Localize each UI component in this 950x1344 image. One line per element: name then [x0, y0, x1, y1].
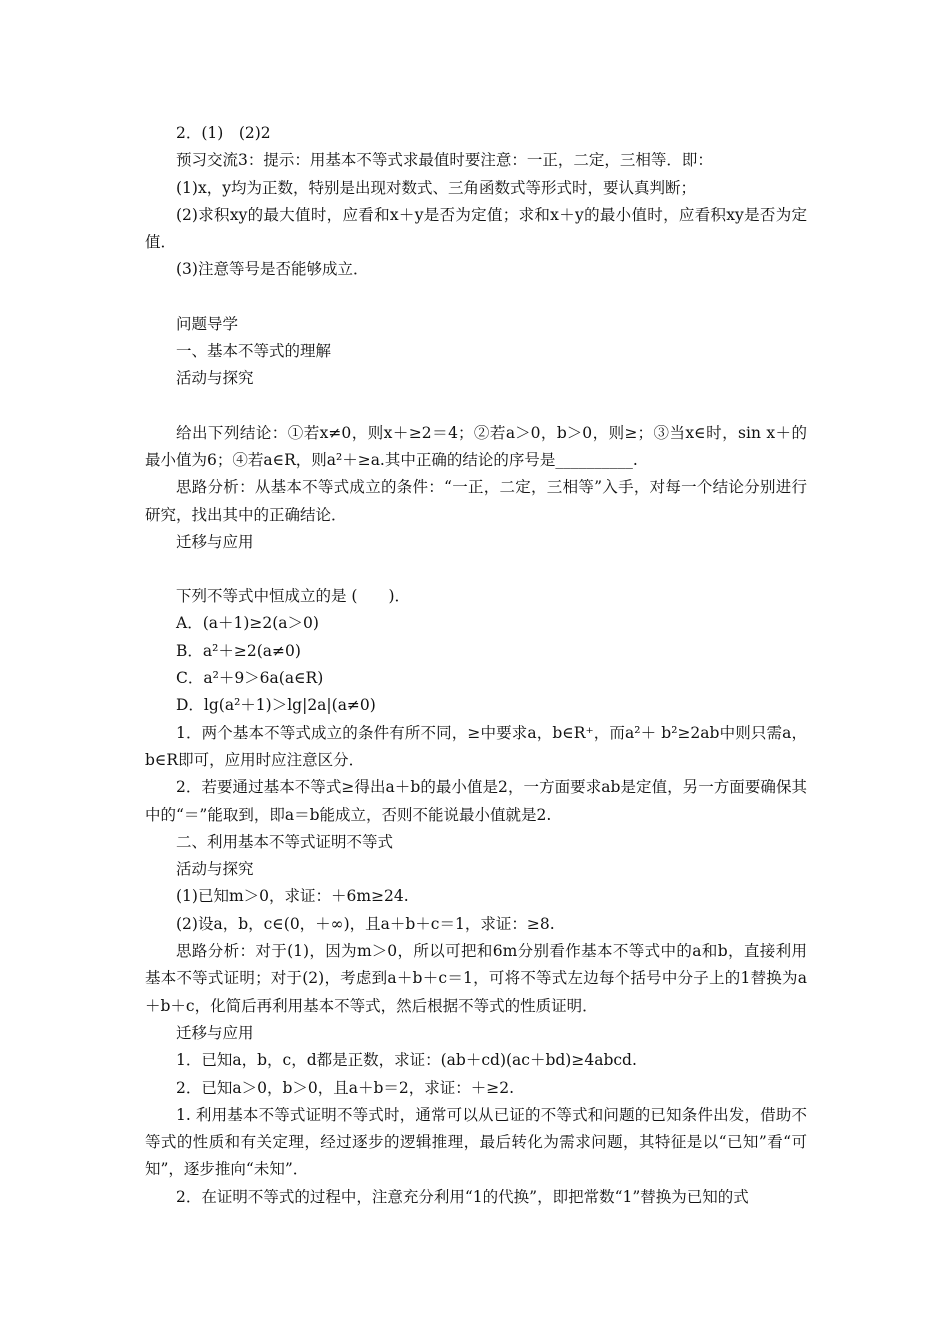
note-paragraph: 1. 利用基本不等式证明不等式时，通常可以从已证的不等式和问题的已知条件出发，借助不等式的性质和有关定理，经过逐步的逻辑推理，最后转化为需求问题，其特征是以“已知”看“可知”，逐步推向“未知”． [145, 1105, 807, 1179]
subsection-heading: 活动与探究 [176, 860, 254, 879]
section-heading: 一、基本不等式的理解 [176, 342, 332, 361]
spacer [145, 556, 807, 583]
analysis-text: 思路分析：从基本不等式成立的条件：“一正，二定，三相等”入手，对每一个结论分别进行研究，找出其中的正确结论． [145, 478, 807, 524]
analysis-text: 思路分析：对于(1)，因为m＞0，所以可把和6m分别看作基本不等式中的a和b，直接利用基本不等式证明；对于(2)，考虑到a＋b＋c＝1，可将不等式左边每个括号中分子上的1替换为a＋b＋c，化简后再利用基本不等式，然后根据不等式的性质证明． [145, 942, 807, 1015]
section-heading: 问题导学 [176, 314, 239, 333]
problem-text: (2)设a，b，c∈(0，＋∞)，且a＋b＋c＝1，求证：≥8. [176, 914, 555, 933]
note-paragraph: 1．两个基本不等式成立的条件有所不同，≥中要求a，b∈R⁺，而a²＋ b²≥2ab中则只需a，b∈R即可，应用时应注意区分． [145, 723, 807, 769]
spacer [145, 393, 807, 420]
paragraph: (1)x，y均为正数，特别是出现对数式、三角函数式等形式时，要认真判断； [176, 178, 696, 197]
note-paragraph: 2．在证明不等式的过程中，注意充分利用“1的代换”，即把常数“1”替换为已知的式 [176, 1187, 749, 1206]
option-d: D．lg(a²＋1)＞lg|2a|(a≠0) [176, 696, 376, 715]
option-a: A．(a＋1)≥2(a＞0) [176, 614, 319, 633]
paragraph: (3)注意等号是否能够成立． [176, 260, 369, 279]
exercise-text: 1．已知a，b，c，d都是正数，求证：(ab＋cd)(ac＋bd)≥4abcd. [176, 1051, 637, 1070]
problem-text: 给出下列结论：①若x≠0，则x＋≥2＝4；②若a＞0，b＞0，则≥；③当x∈时，sin x＋的最小值为6；④若a∈R，则a²＋≥a.其中正确的结论的序号是__________. [145, 423, 807, 469]
question-stem: 下列不等式中恒成立的是 ( )． [176, 587, 411, 606]
option-c: C．a²＋9＞6a(a∈R) [176, 669, 324, 688]
subsection-heading: 迁移与应用 [176, 532, 254, 551]
section-heading: 二、利用基本不等式证明不等式 [176, 832, 394, 851]
spacer [145, 284, 807, 311]
option-b: B．a²＋≥2(a≠0) [176, 641, 301, 660]
subsection-heading: 活动与探究 [176, 369, 254, 388]
paragraph: (2)求积xy的最大值时，应看和x＋y是否为定值；求和x＋y的最小值时，应看积xy是否为定值． [145, 205, 807, 252]
preview-exchange-3: 预习交流3：提示：用基本不等式求最值时要注意：一正，二定，三相等．即： [176, 151, 713, 170]
problem-text: (1)已知m＞0，求证：＋6m≥24. [176, 887, 409, 906]
document-body [145, 120, 807, 1211]
subsection-heading: 迁移与应用 [176, 1023, 254, 1042]
exercise-text: 2．已知a＞0，b＞0，且a＋b＝2，求证：＋≥2. [176, 1078, 515, 1097]
note-paragraph: 2．若要通过基本不等式≥得出a＋b的最小值是2，一方面要求ab是定值，另一方面要确保其中的“＝”能取到，即a＝b能成立，否则不能说最小值就是2. [145, 778, 807, 824]
answer-line: 2．(1) (2)2 [176, 124, 271, 142]
